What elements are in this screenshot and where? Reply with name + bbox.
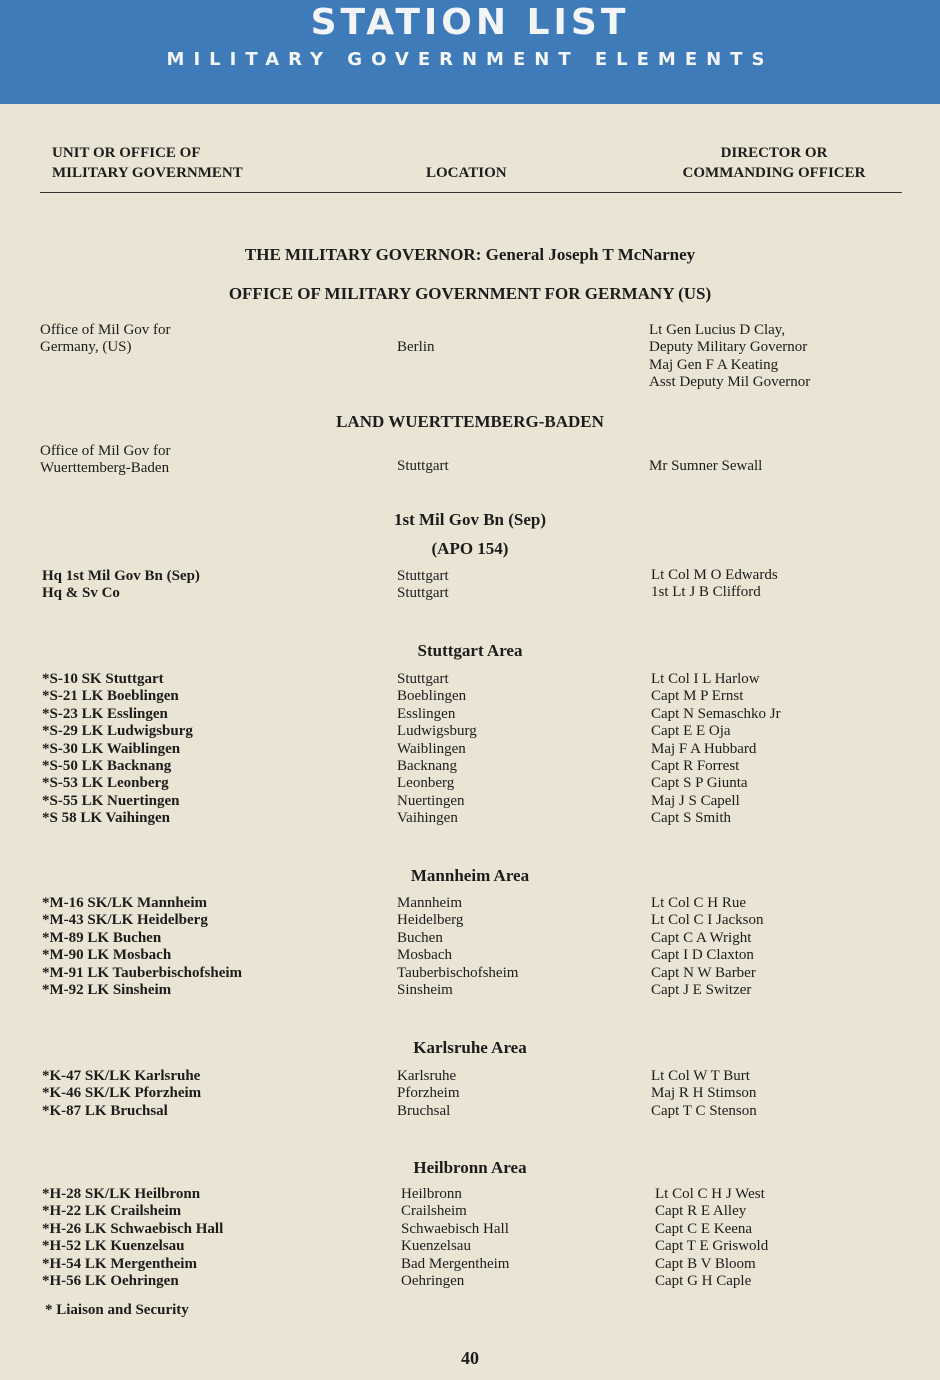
- list-item: Capt I D Claxton: [651, 947, 754, 964]
- list-item: Ludwigsburg: [397, 723, 477, 740]
- page-number: 40: [461, 1348, 479, 1368]
- list-item: Bruchsal: [397, 1102, 451, 1119]
- list-item: Esslingen: [397, 705, 456, 722]
- banner-title: STATION LIST: [310, 2, 630, 43]
- list-item: Waiblingen: [397, 740, 466, 757]
- column-header-unit: UNIT OR OFFICE OF MILITARY GOVERNMENT: [52, 145, 243, 181]
- list-item: Hq 1st Mil Gov Bn (Sep): [42, 568, 200, 584]
- list-item: *H-56 LK Oehringen: [42, 1273, 179, 1290]
- list-item: *M-90 LK Mosbach: [42, 947, 172, 964]
- list-item: Karlsruhe: [397, 1068, 457, 1084]
- list-item: *K-46 SK/LK Pforzheim: [42, 1085, 202, 1102]
- list-item: *S-29 LK Ludwigsburg: [42, 723, 193, 740]
- list-item: *S-30 LK Waiblingen: [42, 740, 181, 757]
- omgus-unit: Office of Mil Gov for Germany, (US): [40, 322, 171, 356]
- list-item: Oehringen: [401, 1273, 465, 1290]
- list-item: Lt Col I L Harlow: [651, 671, 760, 687]
- mannheim-units: [42, 895, 242, 999]
- heilbronn-area-heading: Heilbronn Area: [413, 1158, 527, 1177]
- mannheim-directors: [651, 895, 764, 999]
- land-location: Stuttgart: [397, 458, 449, 474]
- column-header-director: DIRECTOR OR COMMANDING OFFICER: [682, 145, 866, 181]
- column-header-location: LOCATION: [426, 165, 507, 181]
- list-item: *H-22 LK Crailsheim: [42, 1203, 182, 1220]
- list-item: Schwaebisch Hall: [401, 1220, 509, 1237]
- list-item: *H-52 LK Kuenzelsau: [42, 1238, 185, 1255]
- heilbronn-directors: [655, 1186, 768, 1290]
- list-item: *K-47 SK/LK Karlsruhe: [42, 1068, 201, 1084]
- karlsruhe-area-heading: Karlsruhe Area: [413, 1038, 527, 1057]
- list-item: Kuenzelsau: [401, 1238, 471, 1255]
- battalion-locations: [397, 568, 449, 603]
- list-item: Backnang: [397, 758, 457, 775]
- list-item: *M-16 SK/LK Mannheim: [42, 895, 208, 911]
- list-item: Vaihingen: [397, 810, 458, 827]
- list-item: Capt N W Barber: [651, 964, 756, 981]
- list-item: Mosbach: [397, 947, 452, 964]
- list-item: *S-23 LK Esslingen: [42, 705, 168, 722]
- list-item: *M-89 LK Buchen: [42, 929, 162, 946]
- list-item: Stuttgart: [397, 585, 449, 602]
- heilbronn-locations: [401, 1186, 509, 1290]
- list-item: *S-21 LK Boeblingen: [42, 688, 179, 705]
- list-item: Capt S P Giunta: [651, 775, 748, 792]
- battalion-units: [42, 568, 200, 603]
- mannheim-area-heading: Mannheim Area: [410, 866, 530, 885]
- list-item: Capt G H Caple: [655, 1273, 752, 1290]
- karlsruhe-locations: [397, 1068, 459, 1120]
- list-item: Capt C E Keena: [655, 1220, 753, 1237]
- battalion-heading: 1st Mil Gov Bn (Sep): [393, 510, 547, 529]
- omgus-heading: OFFICE OF MILITARY GOVERNMENT FOR GERMANY (US): [228, 284, 712, 303]
- land-heading: LAND WUERTTEMBERG-BADEN: [336, 412, 604, 431]
- list-item: Capt T E Griswold: [655, 1238, 769, 1255]
- list-item: Leonberg: [397, 775, 455, 792]
- list-item: *M-91 LK Tauberbischofsheim: [42, 964, 243, 981]
- list-item: Capt E E Oja: [651, 723, 731, 740]
- list-item: Heidelberg: [397, 912, 464, 929]
- list-item: Lt Col C H J West: [655, 1186, 765, 1202]
- list-item: *M-43 SK/LK Heidelberg: [42, 912, 208, 929]
- list-item: Lt Col C H Rue: [651, 895, 747, 911]
- apo-heading: (APO 154): [431, 539, 509, 558]
- list-item: Mannheim: [397, 895, 462, 911]
- list-item: Lt Col M O Edwards: [651, 567, 778, 583]
- stuttgart-units: [42, 671, 193, 828]
- list-item: Lt Col C I Jackson: [651, 912, 764, 929]
- list-item: Capt N Semaschko Jr: [651, 705, 781, 722]
- list-item: Tauberbischofsheim: [397, 964, 519, 981]
- list-item: 1st Lt J B Clifford: [651, 584, 761, 601]
- header-banner: [0, 0, 940, 104]
- list-item: Heilbronn: [401, 1186, 462, 1202]
- list-item: Bad Mergentheim: [401, 1255, 510, 1272]
- battalion-directors: [651, 567, 778, 602]
- list-item: *S-53 LK Leonberg: [42, 775, 169, 792]
- list-item: Hq & Sv Co: [42, 585, 120, 602]
- list-item: Capt B V Bloom: [655, 1255, 756, 1272]
- list-item: *S-10 SK Stuttgart: [42, 671, 164, 687]
- land-director: Mr Sumner Sewall: [649, 458, 763, 474]
- list-item: Boeblingen: [397, 688, 467, 705]
- footnote: * Liaison and Security: [45, 1302, 189, 1318]
- stuttgart-locations: [397, 671, 477, 828]
- list-item: Buchen: [397, 929, 443, 946]
- list-item: Capt C A Wright: [651, 929, 752, 946]
- stuttgart-directors: [651, 671, 781, 828]
- list-item: Stuttgart: [397, 568, 449, 584]
- list-item: Crailsheim: [401, 1203, 467, 1220]
- list-item: Capt R E Alley: [655, 1203, 747, 1220]
- mannheim-locations: [397, 895, 518, 999]
- list-item: *M-92 LK Sinsheim: [42, 982, 172, 999]
- list-item: Maj J S Capell: [651, 792, 740, 809]
- karlsruhe-directors: [651, 1068, 757, 1120]
- banner-subtitle: MILITARY GOVERNMENT ELEMENTS: [166, 49, 774, 70]
- list-item: Nuertingen: [397, 792, 465, 809]
- military-governor-heading: THE MILITARY GOVERNOR: General Joseph T McNarney: [244, 245, 696, 264]
- list-item: Capt T C Stenson: [651, 1102, 757, 1119]
- land-unit: Office of Mil Gov for Wuerttemberg-Baden: [40, 443, 171, 477]
- list-item: Capt S Smith: [651, 810, 732, 827]
- omgus-location: Berlin: [397, 339, 435, 355]
- list-item: Capt R Forrest: [651, 758, 740, 775]
- list-item: *H-26 LK Schwaebisch Hall: [42, 1220, 224, 1237]
- karlsruhe-units: [42, 1068, 201, 1120]
- list-item: Lt Col W T Burt: [651, 1068, 750, 1084]
- list-item: *H-54 LK Mergentheim: [42, 1255, 197, 1272]
- list-item: Maj R H Stimson: [651, 1085, 757, 1102]
- list-item: *K-87 LK Bruchsal: [42, 1102, 168, 1119]
- stuttgart-area-heading: Stuttgart Area: [417, 641, 523, 660]
- list-item: Maj F A Hubbard: [651, 740, 757, 757]
- list-item: Capt J E Switzer: [651, 982, 752, 999]
- list-item: Pforzheim: [397, 1085, 460, 1102]
- list-item: *S 58 LK Vaihingen: [42, 810, 170, 827]
- heilbronn-units: [42, 1186, 223, 1290]
- list-item: *H-28 SK/LK Heilbronn: [42, 1186, 201, 1202]
- omgus-director: Lt Gen Lucius D Clay, Deputy Military Governor Maj Gen F A Keating Asst Deputy Mil Governor: [649, 322, 811, 391]
- list-item: Stuttgart: [397, 671, 449, 687]
- list-item: Capt M P Ernst: [651, 688, 744, 705]
- list-item: *S-55 LK Nuertingen: [42, 792, 180, 809]
- header-divider: [40, 192, 902, 193]
- list-item: *S-50 LK Backnang: [42, 758, 172, 775]
- list-item: Sinsheim: [397, 982, 453, 999]
